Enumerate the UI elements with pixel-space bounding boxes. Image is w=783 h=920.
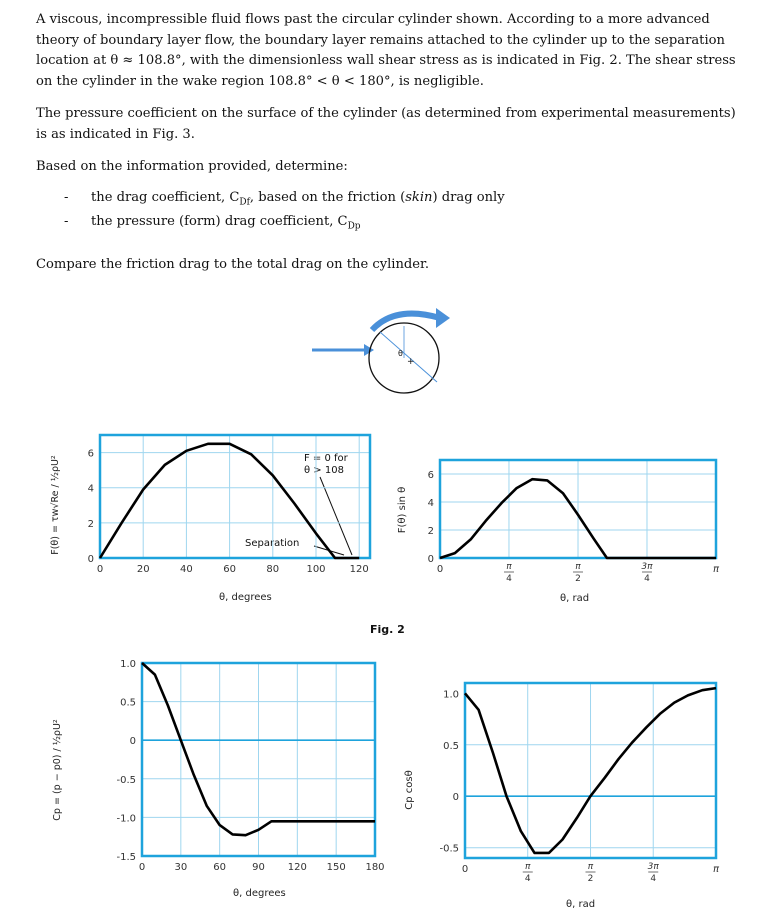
- problem-paragraph-3: Based on the information provided, determine:: [36, 159, 348, 174]
- fig2-left-xlabel: θ, degrees: [219, 592, 272, 603]
- fig2-caption: Fig. 2: [370, 623, 405, 636]
- chart-3: [116, 659, 384, 873]
- x-tick-label: 80: [266, 564, 280, 575]
- y-tick-label: -0.5: [439, 843, 459, 855]
- x-tick-label: 40: [180, 564, 193, 575]
- x-tick-label: 60: [213, 862, 227, 873]
- cylinder-diagram: [312, 308, 450, 393]
- x-tick-label: 90: [252, 862, 265, 873]
- y-tick-label: 1.0: [443, 689, 459, 701]
- x-tick-label: 100: [306, 564, 326, 575]
- x-tick-label: 0: [436, 564, 444, 575]
- y-tick-label: 4: [427, 498, 434, 509]
- y-tick-label: 0: [452, 792, 459, 804]
- theta-label: θ: [398, 349, 403, 358]
- x-tick-label: π: [525, 862, 531, 872]
- x-tick-label: 20: [136, 564, 150, 575]
- boundary-layer-arrow: [372, 314, 440, 330]
- x-tick-label: 30: [174, 862, 188, 873]
- x-tick-label: π: [712, 564, 720, 575]
- x-tick-label: 4: [506, 574, 512, 584]
- y-tick-label: -1.5: [116, 852, 136, 863]
- fig3-left-ylabel: Cp = (p − p0) / ½ρU²: [52, 719, 63, 821]
- x-tick-label: 150: [326, 862, 346, 873]
- fig3-right-ylabel: Cp cosθ: [404, 770, 415, 810]
- y-tick-label: -1.0: [116, 813, 136, 825]
- x-tick-label: 120: [349, 564, 369, 575]
- x-tick-label: 120: [287, 862, 307, 873]
- x-tick-label: 2: [587, 874, 594, 884]
- y-tick-label: 0: [427, 554, 434, 565]
- x-tick-label: 3π: [641, 562, 653, 572]
- problem-paragraph-2: The pressure coefficient on the surface of the cylinder (as determined from experimental measurements) is as indicated in Fig. 3.: [36, 106, 736, 142]
- fig2-left-ylabel: F(θ) = τw√Re / ½ρU²: [50, 455, 61, 555]
- x-tick-label: 0: [461, 864, 469, 875]
- y-tick-label: 2: [427, 526, 434, 537]
- boundary-layer-arrowhead: [436, 308, 450, 328]
- bullet-friction-drag: - the drag coefficient, $C_{Df}$, based on the friction (skin) drag only: [91, 188, 736, 213]
- fig2-right-ylabel: F(θ) sin θ: [397, 486, 408, 534]
- y-tick-label: 1.0: [120, 659, 136, 670]
- chart-4: [439, 683, 719, 884]
- x-tick-label: π: [506, 562, 512, 572]
- x-tick-label: 4: [644, 574, 650, 584]
- x-tick-label: 0: [96, 564, 104, 575]
- bullet-pressure-drag: - the pressure (form) drag coefficient, $C_{Dp}$: [91, 212, 736, 237]
- y-tick-label: 4: [87, 483, 94, 495]
- y-tick-label: -0.5: [116, 774, 136, 786]
- chart-2: [428, 460, 720, 584]
- problem-paragraph-1: A viscous, incompressible fluid flows past the circular cylinder shown. According to a more advanced theory of boundary layer flow, the boundary layer remains attached to the cylinder up to the separation location at θ ≈ 108.8°, with the dimensionless wall shear stress as is indicated in Fig. 2. The shear stress on the cylinder in the wake region 108.8° < θ < 180°, is negligible.: [36, 12, 736, 89]
- y-tick-label: 6: [87, 448, 94, 460]
- y-tick-label: 6: [427, 470, 434, 481]
- separation-label: Separation: [245, 538, 300, 549]
- fig3-right-xlabel: θ, rad: [566, 899, 596, 910]
- x-tick-label: π: [575, 562, 581, 572]
- plus-sign: +: [407, 357, 415, 367]
- fig3-left-xlabel: θ, degrees: [233, 888, 286, 899]
- f-zero-note-2: θ > 108: [304, 465, 344, 476]
- x-tick-label: 0: [138, 862, 146, 873]
- f-zero-note-1: F = 0 for: [304, 453, 348, 464]
- y-tick-label: 0: [87, 554, 94, 565]
- x-tick-label: 4: [524, 874, 531, 884]
- x-tick-label: 4: [650, 874, 657, 884]
- y-tick-label: 0: [129, 736, 136, 748]
- x-tick-label: π: [712, 864, 720, 875]
- fig2-right-xlabel: θ, rad: [560, 593, 590, 604]
- x-tick-label: 60: [223, 564, 236, 575]
- problem-paragraph-4: Compare the friction drag to the total drag on the cylinder.: [36, 256, 430, 272]
- y-tick-label: 0.5: [120, 697, 136, 709]
- x-tick-label: 180: [365, 862, 385, 873]
- x-tick-label: π: [587, 862, 594, 872]
- y-tick-label: 2: [87, 518, 94, 530]
- x-tick-label: 2: [575, 574, 581, 584]
- y-tick-label: 0.5: [443, 740, 459, 752]
- x-tick-label: 3π: [647, 862, 659, 872]
